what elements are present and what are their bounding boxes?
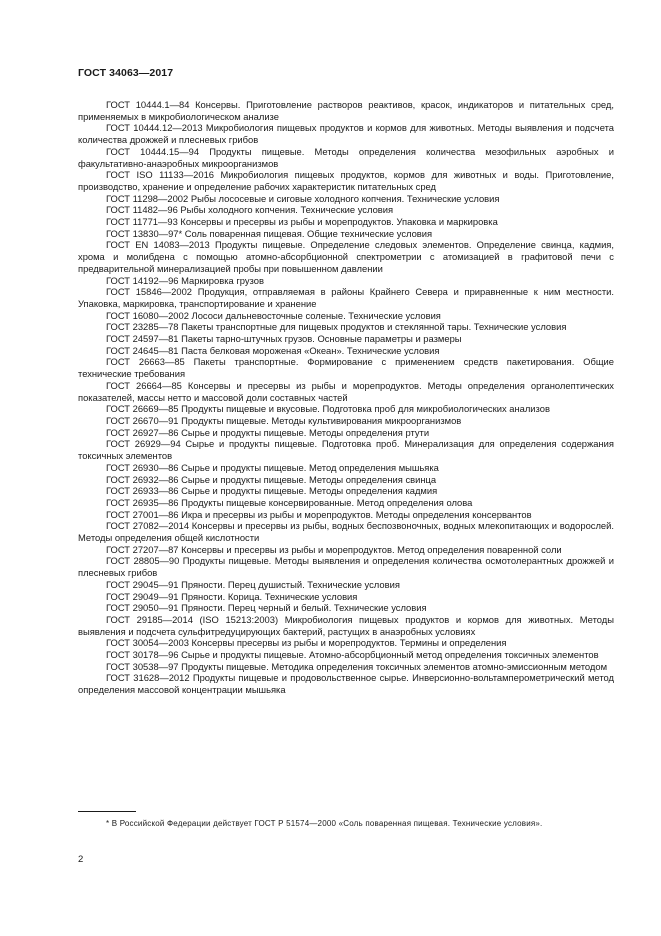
reference-item: ГОСТ 11482—96 Рыбы холодного копчения. Технические условия bbox=[106, 204, 394, 216]
reference-item: ГОСТ 26935—86 Продукты пищевые консервированные. Метод определения олова bbox=[106, 496, 473, 508]
reference-item: ГОСТ ISO 11133—2016 Микробиология пищевых продуктов, кормов для животных и воды. Приготовление, производство, хранение и определение рабочих характеристик питательных сред bbox=[78, 169, 614, 192]
reference-item: ГОСТ EN 14083—2013 Продукты пищевые. Определение следовых элементов. Определение свинца, кадмия, хрома и молибдена с помощью атомно-абсорбционной спектрометрии с атомизацией в графитовой печи с предварительной минерализацией пробы при повышенном давлении bbox=[78, 239, 614, 274]
reference-item: ГОСТ 30054—2003 Консервы пресервы из рыбы и морепродуктов. Термины и определения bbox=[106, 637, 507, 649]
reference-item: ГОСТ 24597—81 Пакеты тарно-штучных грузов. Основные параметры и размеры bbox=[106, 333, 462, 345]
page-number: 2 bbox=[78, 854, 84, 865]
reference-item: ГОСТ 26929—94 Сырье и продукты пищевые. Подготовка проб. Минерализация для определения содержания токсичных элементов bbox=[78, 438, 614, 462]
reference-item: ГОСТ 26669—85 Продукты пищевые и вкусовые. Подготовка проб для микробиологических анализов bbox=[106, 403, 550, 415]
footnote-divider bbox=[78, 811, 136, 812]
reference-item: ГОСТ 23285—78 Пакеты транспортные для пищевых продуктов и стеклянной тары. Технические условия bbox=[106, 321, 567, 333]
reference-item: ГОСТ 30538—97 Продукты пищевые. Методика определения токсичных элементов атомно-эмиссионным методом bbox=[106, 660, 608, 672]
reference-item: ГОСТ 26930—86 Сырье и продукты пищевые. Метод определения мышьяка bbox=[106, 461, 439, 473]
reference-item: ГОСТ 30178—96 Сырье и продукты пищевые. Атомно-абсорбционный метод определения токсичных элементов bbox=[106, 649, 599, 661]
reference-item: ГОСТ 27001—86 Икра и пресервы из рыбы и морепродуктов. Методы определения консервантов bbox=[106, 508, 532, 520]
reference-item: ГОСТ 27207—87 Консервы и пресервы из рыбы и морепродуктов. Метод определения поваренной соли bbox=[106, 543, 562, 555]
reference-item: ГОСТ 28805—90 Продукты пищевые. Методы выявления и определения количества осмотолерантных дрожжей и плесневых грибов bbox=[78, 555, 614, 579]
reference-item: ГОСТ 27082—2014 Консервы и пресервы из рыбы, водных беспозвоночных, водных млекопитающих и водорослей. Методы определения общей кислотности bbox=[78, 520, 614, 544]
reference-item: ГОСТ 15846—2002 Продукция, отправляемая в районы Крайнего Севера и приравненные к ним местности. Упаковка, маркировка, транспортирование и хранение bbox=[78, 286, 614, 309]
reference-item: ГОСТ 26664—85 Консервы и пресервы из рыбы и морепродуктов. Методы определения органолептических показателей, массы нетто и массовой доли составных частей bbox=[78, 379, 614, 403]
reference-item: ГОСТ 24645—81 Паста белковая мороженая «Океан». Технические условия bbox=[106, 344, 440, 356]
document-header: ГОСТ 34063—2017 bbox=[78, 67, 174, 79]
reference-item: ГОСТ 11771—93 Консервы и пресервы из рыбы и морепродуктов. Упаковка и маркировка bbox=[106, 216, 498, 228]
reference-item: ГОСТ 29050—91 Пряности. Перец черный и белый. Технические условия bbox=[106, 602, 427, 614]
reference-item: ГОСТ 26670—91 Продукты пищевые. Методы культивирования микроорганизмов bbox=[106, 414, 462, 426]
reference-item: ГОСТ 29049—91 Пряности. Корица. Технические условия bbox=[106, 590, 358, 602]
footnote: * В Российской Федерации действует ГОСТ Р 51574—2000 «Соль поваренная пищевая. Технические условия». bbox=[106, 819, 543, 828]
reference-item: ГОСТ 26933—86 Сырье и продукты пищевые. Методы определения кадмия bbox=[106, 485, 438, 497]
reference-item: ГОСТ 16080—2002 Лососи дальневосточные соленые. Технические условия bbox=[106, 309, 441, 321]
reference-item: ГОСТ 26927—86 Сырье и продукты пищевые. Методы определения ртути bbox=[106, 426, 430, 438]
reference-item: ГОСТ 10444.15—94 Продукты пищевые. Методы определения количества мезофильных аэробных и факультативно-анаэробных микроорганизмов bbox=[78, 145, 614, 169]
reference-item: ГОСТ 11298—2002 Рыбы лососевые и сиговые холодного копчения. Технические условия bbox=[106, 192, 500, 204]
reference-item: ГОСТ 29045—91 Пряности. Перец душистый. Технические условия bbox=[106, 578, 400, 590]
reference-item: ГОСТ 14192—96 Маркировка грузов bbox=[106, 274, 264, 286]
references-list bbox=[78, 99, 614, 696]
reference-item: ГОСТ 13830—97* Соль поваренная пищевая. Общие технические условия bbox=[106, 227, 433, 239]
reference-item: ГОСТ 10444.12—2013 Микробиология пищевых продуктов и кормов для животных. Методы выявления и подсчета количества дрожжей и плесневых грибов bbox=[78, 122, 614, 146]
reference-item: ГОСТ 31628—2012 Продукты пищевые и продовольственное сырье. Инверсионно-вольтамперометрический метод определения массовой концентрации мышьяка bbox=[78, 672, 614, 696]
reference-item: ГОСТ 26932—86 Сырье и продукты пищевые. Методы определения свинца bbox=[106, 473, 437, 485]
reference-item: ГОСТ 10444.1—84 Консервы. Приготовление растворов реактивов, красок, индикаторов и питательных сред, применяемых в микробиологическом анализе bbox=[78, 99, 614, 122]
reference-item: ГОСТ 26663—85 Пакеты транспортные. Формирование с применением средств пакетирования. Общие технические требования bbox=[78, 356, 614, 380]
reference-item: ГОСТ 29185—2014 (ISO 15213:2003) Микробиология пищевых продуктов и кормов для животных. Методы выявления и подсчета сульфитредуцирующих бактерий, растущих в анаэробных условиях bbox=[78, 613, 614, 637]
